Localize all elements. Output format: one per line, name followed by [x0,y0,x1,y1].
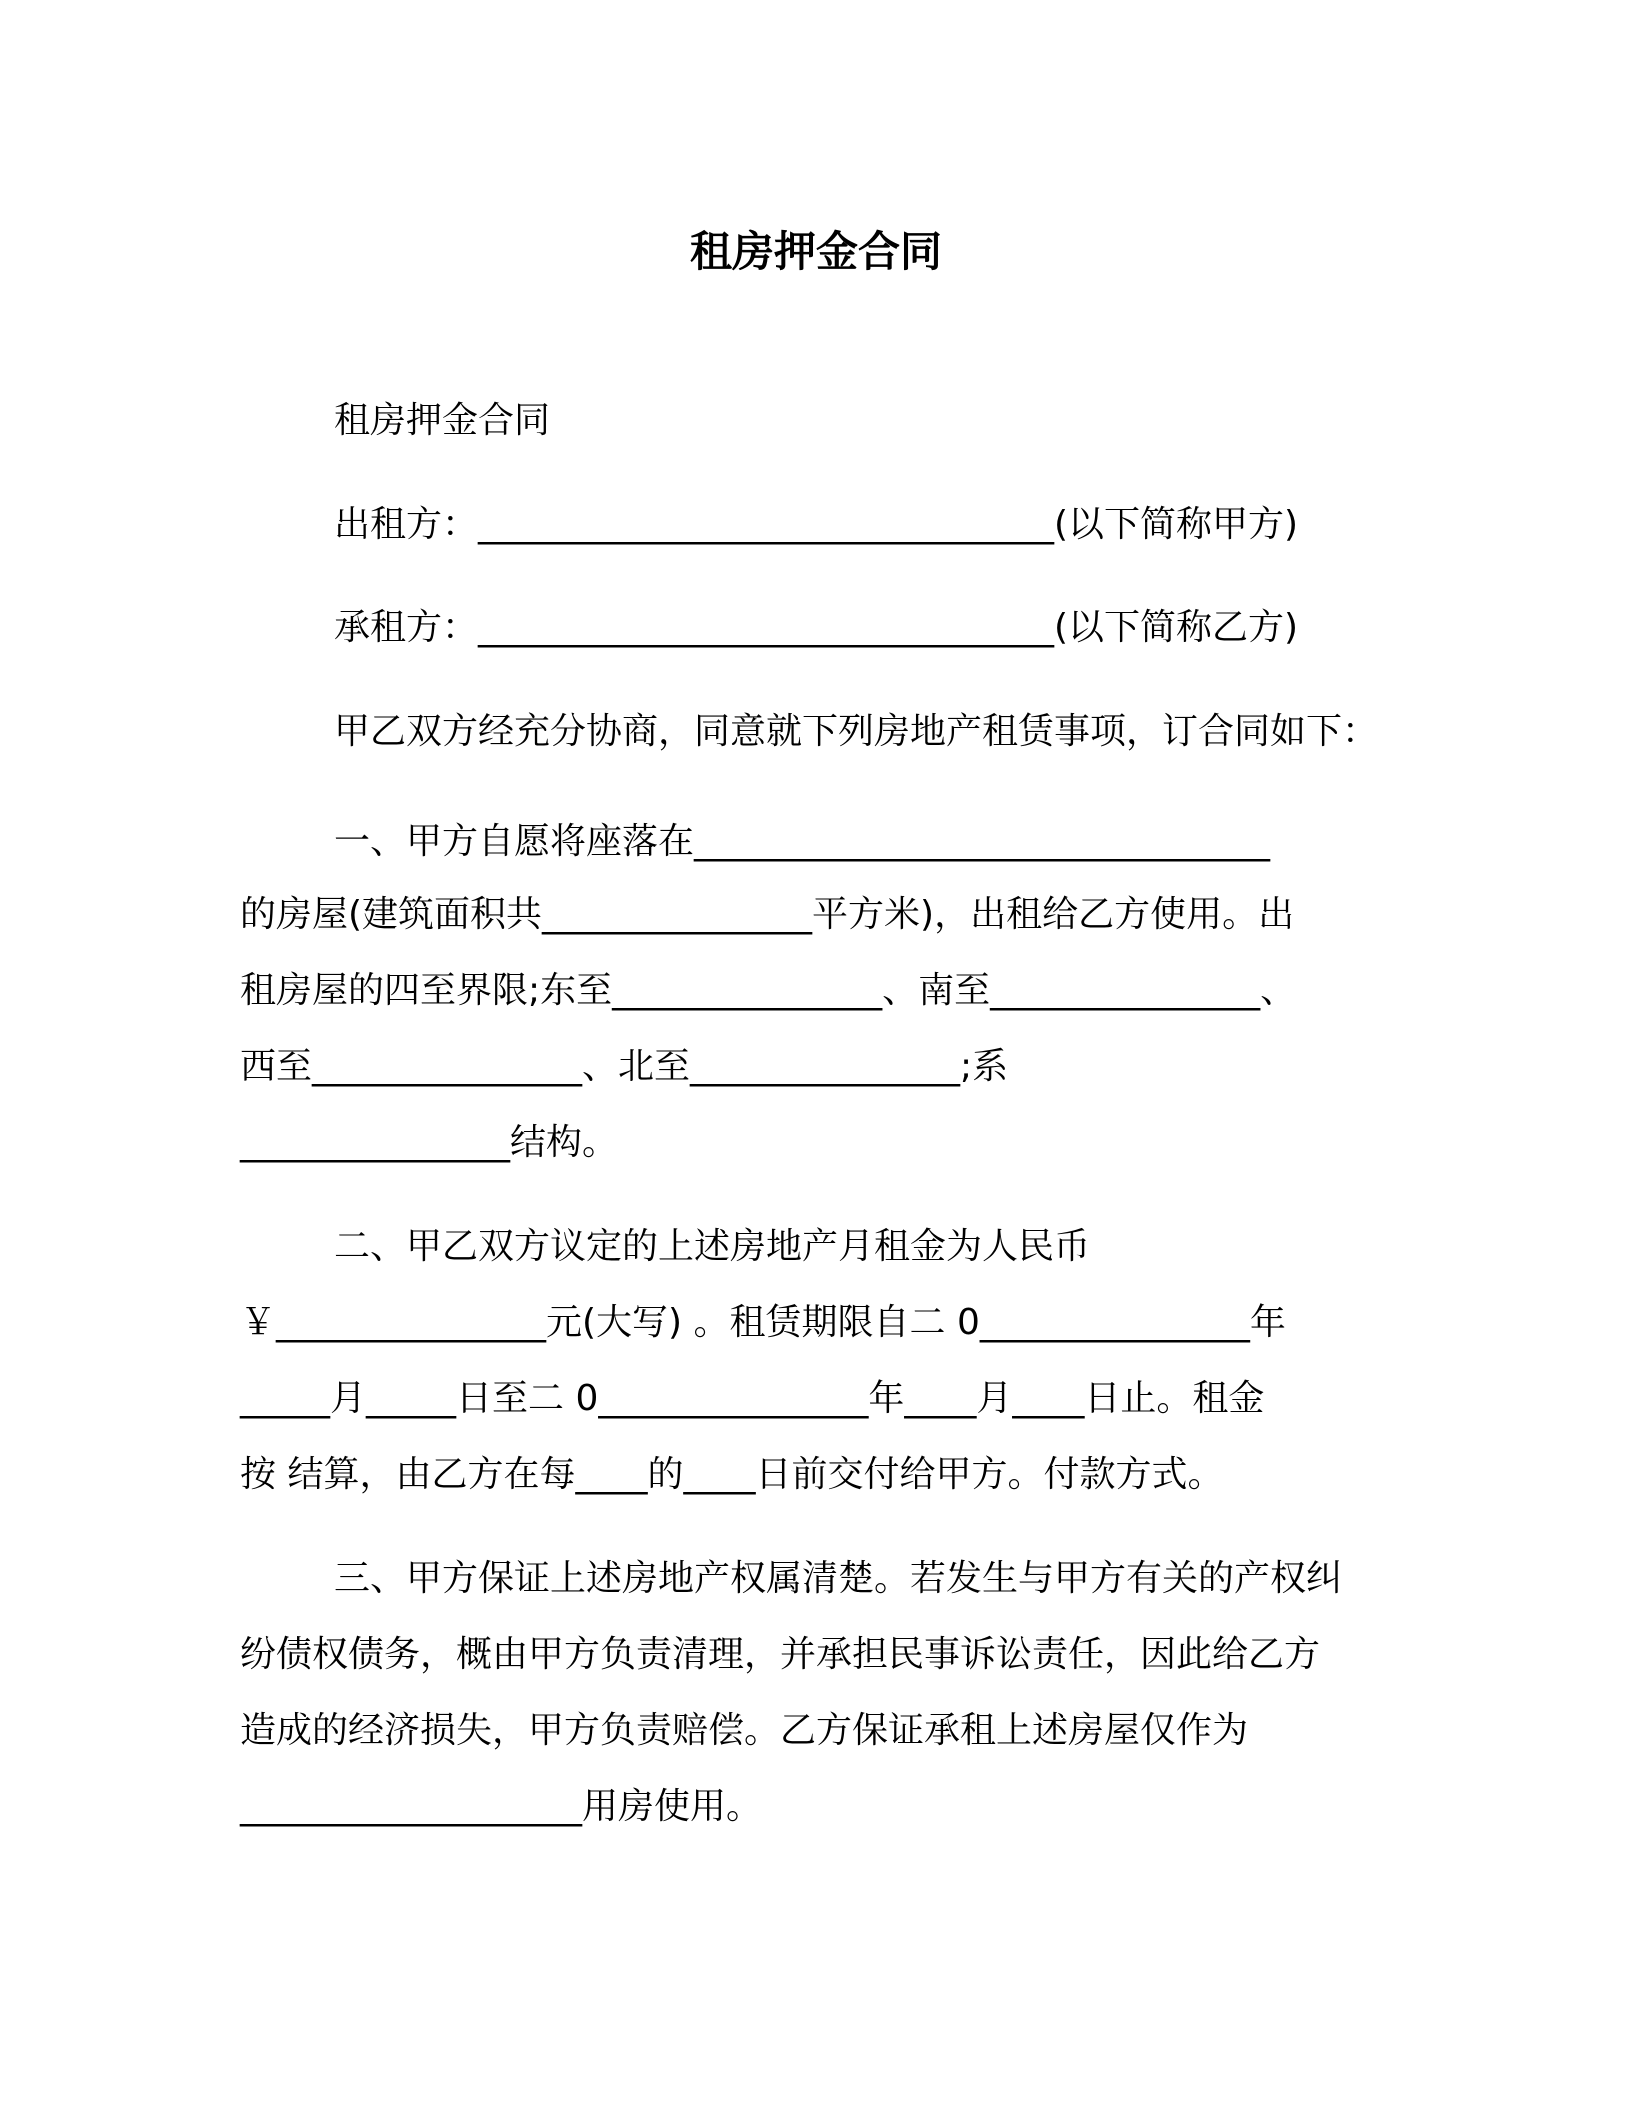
document-subtitle: 租房押金合同 [334,400,551,441]
clause-1-line-5: _______________结构。 [240,1122,619,1163]
lessor-line: 出租方：________________________________(以下简称甲方) [334,504,1299,545]
lessee-line: 承租方：________________________________(以下简称乙方) [334,607,1299,648]
clause-3-line-1: 三、甲方保证上述房地产权属清楚。若发生与甲方有关的产权纠 [334,1558,1343,1599]
page-title: 租房押金合同 [689,227,942,276]
clause-3-line-2: 纷债权债务，概由甲方负责清理，并承担民事诉讼责任，因此给乙方 [240,1634,1321,1675]
clause-1-line-2: 的房屋(建筑面积共_______________平方米)，出租给乙方使用。出 [240,894,1295,935]
intro-paragraph: 甲乙双方经充分协商，同意就下列房地产租赁事项，订合同如下： [334,711,1379,752]
clause-3-line-4: ___________________用房使用。 [240,1786,763,1827]
clause-2-line-2: ￥_______________元(大写) 。租赁期限自二 0_______________年 [240,1302,1286,1343]
clause-2-line-1: 二、甲乙双方议定的上述房地产月租金为人民币 [334,1226,1091,1267]
clause-2-line-4: 按 结算，由乙方在每____的____日前交付给甲方。付款方式。 [240,1454,1224,1495]
clause-1-line-4: 西至_______________、北至_______________;系 [240,1046,1009,1087]
clause-2-line-3: _____月_____日至二 0_______________年____月____日止。租金 [240,1378,1265,1419]
clause-3-line-3: 造成的经济损失，甲方负责赔偿。乙方保证承租上述房屋仅作为 [240,1710,1249,1751]
clause-1-line-1: 一、甲方自愿将座落在________________________________ [334,821,1271,862]
clause-1-line-3: 租房屋的四至界限;东至_______________、南至_______________、 [240,970,1297,1011]
